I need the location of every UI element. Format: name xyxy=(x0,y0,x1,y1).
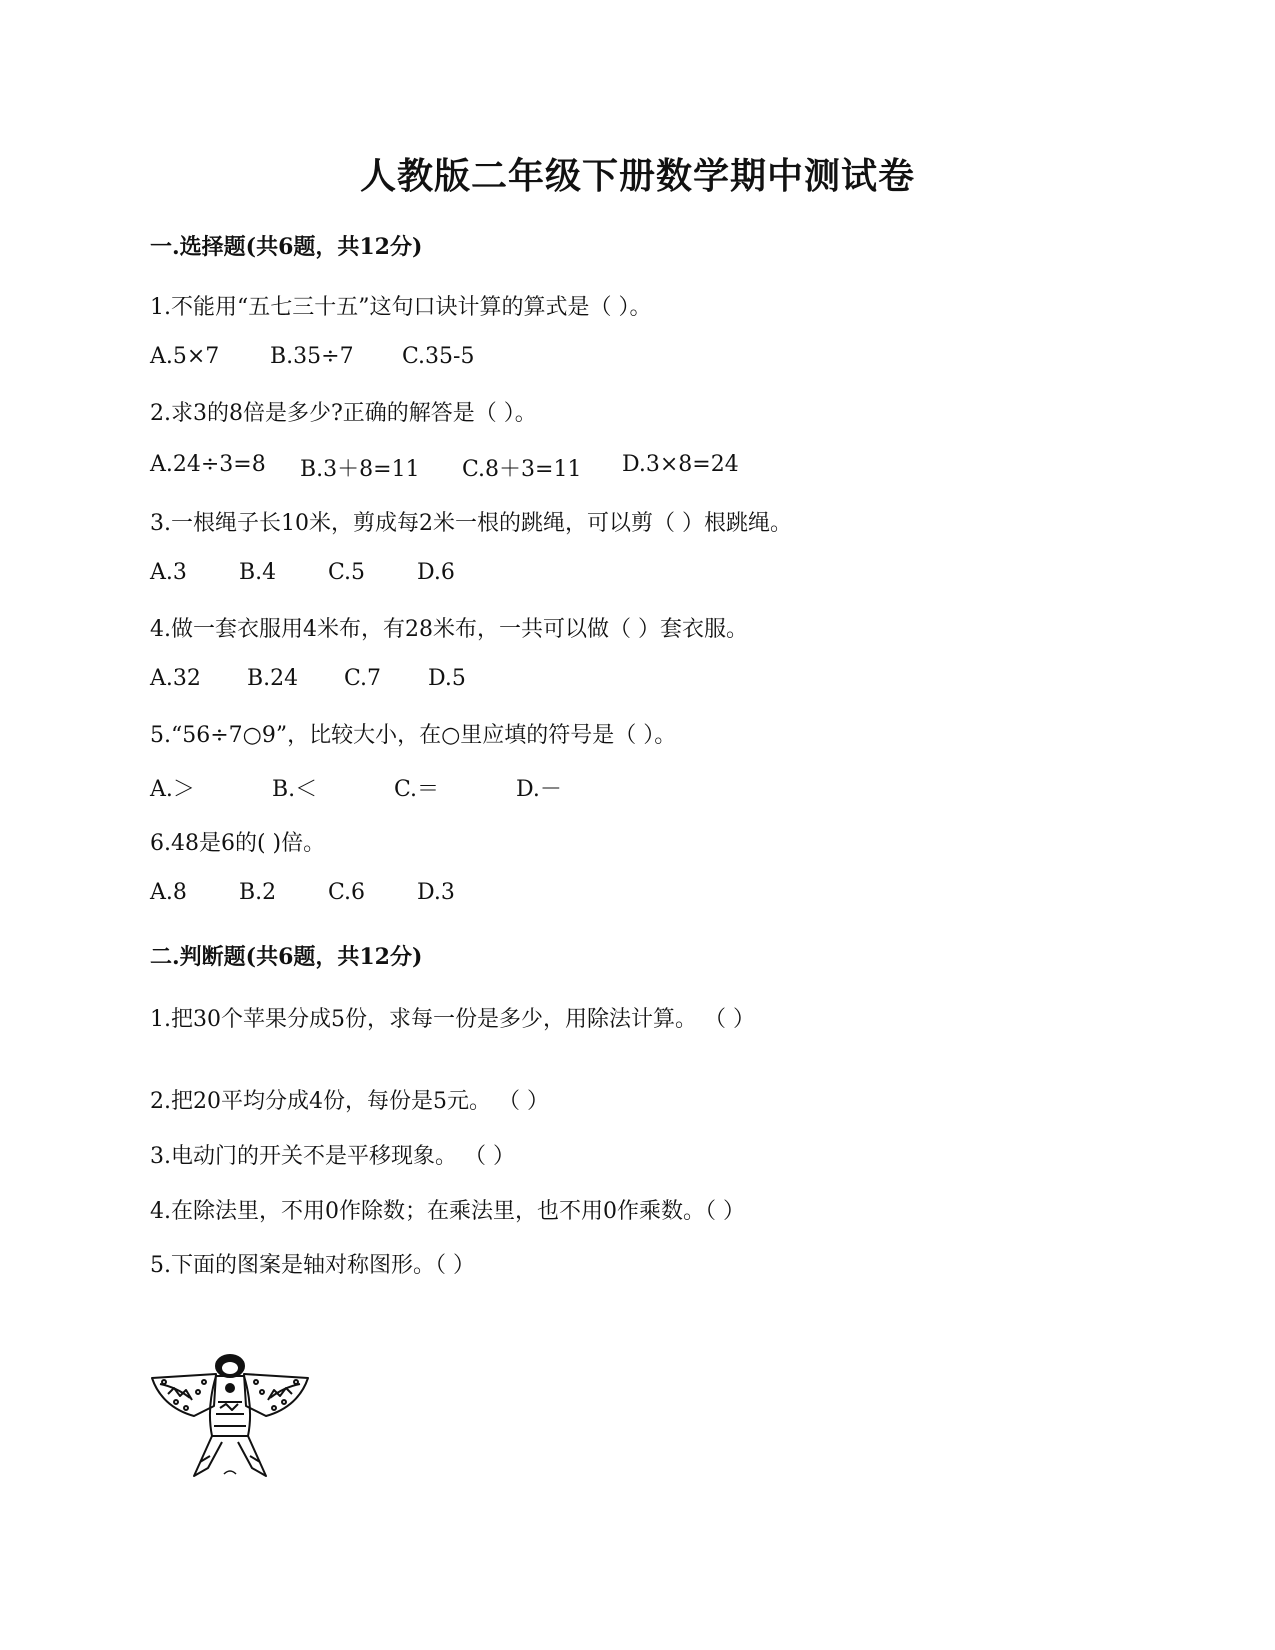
question-text: 4.做一套衣服用4米布，有28米布，一共可以做（ ）套衣服。 xyxy=(150,617,748,642)
question-text: 1.不能用“五七三十五”这句口诀计算的算式是（ ）。 xyxy=(150,295,652,320)
option-c: C.5 xyxy=(328,560,366,585)
option-a: A.32 xyxy=(150,666,201,691)
question-options xyxy=(150,772,562,803)
judgement-question: 1.把30个苹果分成5份，求每一份是多少，用除法计算。 （ ） xyxy=(150,1007,755,1032)
question-options xyxy=(150,666,466,691)
question-text: 3.一根绳子长10米，剪成每2米一根的跳绳，可以剪（ ）根跳绳。 xyxy=(150,511,792,536)
option-c: C.6 xyxy=(328,880,366,905)
option-d: D.6 xyxy=(417,560,455,585)
option-b: B.＜ xyxy=(272,777,318,802)
judgement-question: 5.下面的图案是轴对称图形。（ ） xyxy=(150,1253,475,1278)
section-heading-judgement: 二.判断题(共6题，共12分) xyxy=(150,944,423,970)
option-d: D.－ xyxy=(516,777,562,802)
section-heading-choice: 一.选择题(共6题，共12分) xyxy=(150,234,423,260)
option-b: B.24 xyxy=(247,666,299,691)
option-d: D.3×8=24 xyxy=(622,452,739,477)
judgement-question: 4.在除法里，不用0作除数；在乘法里，也不用0作乘数。（ ） xyxy=(150,1199,745,1224)
option-a: A.5×7 xyxy=(150,344,220,369)
option-c: C.35-5 xyxy=(402,344,475,369)
question-text: 2.求3的8倍是多少?正确的解答是（ ）。 xyxy=(150,401,537,426)
option-c: C.＝ xyxy=(394,777,440,802)
question-options xyxy=(150,344,474,369)
option-b: B.3＋8=11 xyxy=(300,457,420,482)
judgement-question: 3.电动门的开关不是平移现象。 （ ） xyxy=(150,1144,515,1169)
question-text: 5.“56÷7○9”，比较大小，在○里应填的符号是（ ）。 xyxy=(150,723,677,748)
option-a: A.8 xyxy=(150,880,187,905)
option-a: A.24÷3=8 xyxy=(150,452,266,477)
option-b: B.35÷7 xyxy=(270,344,354,369)
option-b: B.2 xyxy=(239,880,277,905)
question-options xyxy=(150,880,455,905)
option-d: D.3 xyxy=(417,880,455,905)
kite-figure-icon xyxy=(150,1352,310,1478)
option-c: C.8＋3=11 xyxy=(462,457,582,482)
question-options xyxy=(150,560,455,585)
question-text: 6.48是6的( )倍。 xyxy=(150,831,326,856)
option-d: D.5 xyxy=(428,666,466,691)
option-b: B.4 xyxy=(239,560,277,585)
judgement-question: 2.把20平均分成4份，每份是5元。 （ ） xyxy=(150,1089,549,1114)
option-c: C.7 xyxy=(344,666,382,691)
page-title: 人教版二年级下册数学期中测试卷 xyxy=(359,155,915,197)
option-a: A.3 xyxy=(150,560,187,585)
option-a: A.＞ xyxy=(150,777,195,802)
question-options xyxy=(150,452,739,483)
